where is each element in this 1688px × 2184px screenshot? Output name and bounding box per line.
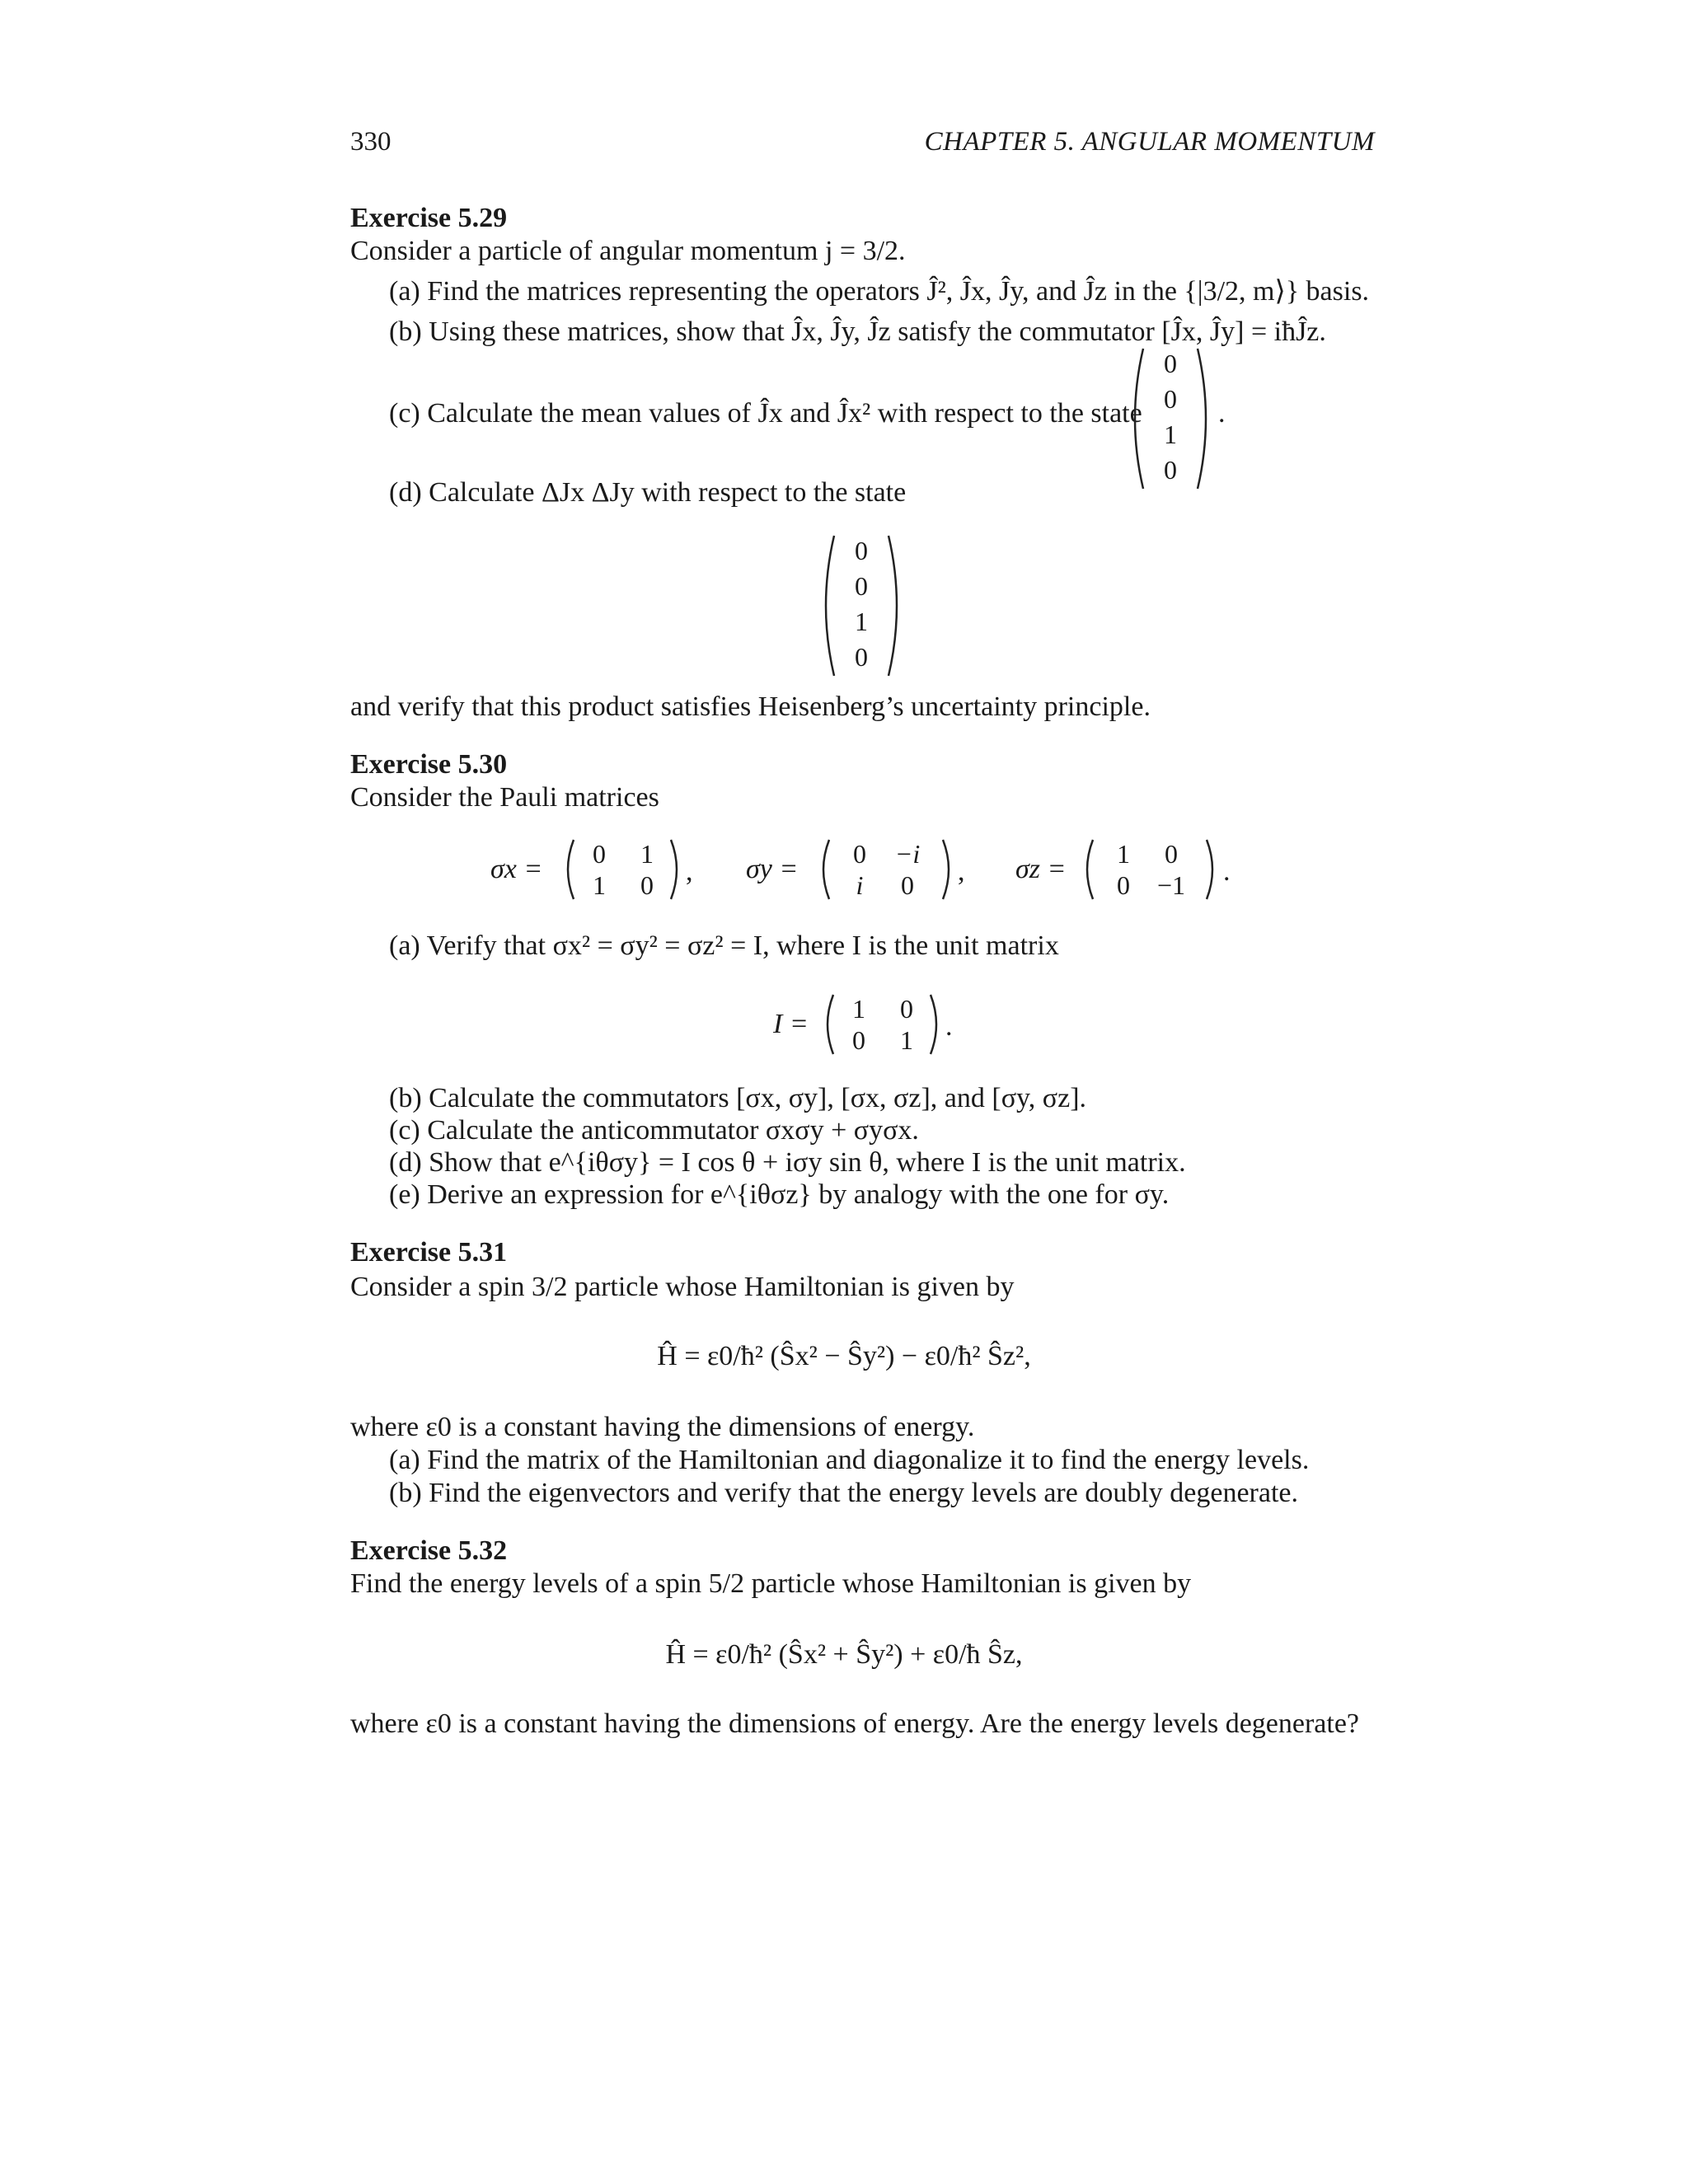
exercise-5-29-part-d: (d) Calculate ΔJx ΔJy with respect to the state (389, 477, 907, 508)
page-number: 330 (350, 127, 392, 157)
exercise-5-30-part-a: (a) Verify that σx² = σy² = σz² = I, where I is the unit matrix (389, 930, 1059, 961)
matrix-entry: 0 (593, 839, 606, 869)
exercise-5-32-intro: Find the energy levels of a spin 5/2 particle whose Hamiltonian is given by (350, 1568, 1192, 1599)
matrix-entry: 1 (852, 994, 865, 1024)
vector-entry: 0 (855, 536, 868, 565)
exercise-5-31-part-b: (b) Find the eigenvectors and verify that the energy levels are doubly degenerate. (389, 1478, 1299, 1508)
exercise-5-29-part-a: (a) Find the matrices representing the operators Ĵ², Ĵx, Ĵy, and Ĵz in the {|3/2, m⟩} basis. (389, 276, 1370, 307)
state-vector-d (816, 532, 907, 680)
vector-entry: 0 (1164, 349, 1177, 378)
exercise-5-29-intro: Consider a particle of angular momentum j = 3/2. (350, 236, 906, 266)
matrix-entry: 1 (640, 839, 654, 869)
sigma-y-label: σy = (746, 854, 799, 884)
period: . (1223, 856, 1231, 887)
exercise-5-30-part-c: (c) Calculate the anticommutator σxσy + σyσx. (389, 1115, 919, 1146)
matrix-entry: 1 (593, 870, 606, 900)
matrix-entry: 0 (1117, 870, 1130, 900)
exercise-5-31-intro: Consider a spin 3/2 particle whose Hamiltonian is given by (350, 1272, 1015, 1302)
matrix-entry: 0 (853, 839, 866, 869)
vector-entry: 0 (855, 642, 868, 672)
comma: , (958, 856, 965, 887)
exercise-5-32-where: where ε0 is a constant having the dimensions of energy. Are the energy levels degenerate? (350, 1708, 1360, 1739)
matrix-entry: 0 (900, 994, 913, 1024)
sigma-x-matrix (560, 837, 684, 902)
sigma-z-matrix (1080, 837, 1220, 902)
exercise-5-32-hamiltonian: Ĥ = ε0/ħ² (Ŝx² + Ŝy²) + ε0/ħ Ŝz, (665, 1639, 1023, 1670)
matrix-entry: 0 (901, 870, 914, 900)
vector-entry: 1 (1164, 419, 1177, 449)
exercise-5-30-intro: Consider the Pauli matrices (350, 782, 659, 813)
vector-entry: 0 (1164, 384, 1177, 414)
matrix-entry: 1 (900, 1025, 913, 1055)
comma: , (686, 856, 693, 887)
exercise-5-29-part-c: (c) Calculate the mean values of Ĵx and Ĵx² with respect to the state (389, 398, 1142, 429)
matrix-entry: i (856, 870, 864, 900)
matrix-entry: −i (894, 839, 921, 869)
exercise-5-29-verify: and verify that this product satisfies Heisenberg’s uncertainty principle. (350, 691, 1151, 722)
matrix-entry: 0 (640, 870, 654, 900)
sigma-y-matrix (816, 837, 956, 902)
exercise-5-30-part-d: (d) Show that e^{iθσy} = I cos θ + iσy sin θ, where I is the unit matrix. (389, 1147, 1186, 1178)
sigma-z-label: σz = (1015, 854, 1067, 884)
exercise-5-31-title: Exercise 5.31 (350, 1237, 508, 1268)
period: . (1218, 398, 1226, 429)
exercise-5-30-part-e: (e) Derive an expression for e^{iθσz} by analogy with the one for σy. (389, 1179, 1170, 1210)
sigma-x-label: σx = (490, 854, 543, 884)
matrix-entry: −1 (1156, 870, 1186, 900)
exercise-5-29-part-b: (b) Using these matrices, show that Ĵx, Ĵy, Ĵz satisfy the commutator [Ĵx, Ĵy] = iħĴz. (389, 316, 1326, 347)
exercise-5-31-hamiltonian: Ĥ = ε0/ħ² (Ŝx² − Ŝy²) − ε0/ħ² Ŝz², (657, 1341, 1031, 1371)
exercise-5-30-title: Exercise 5.30 (350, 749, 508, 780)
state-vector-c (1125, 344, 1216, 493)
chapter-title: CHAPTER 5. ANGULAR MOMENTUM (924, 127, 1375, 157)
period: . (945, 1011, 953, 1042)
identity-matrix (820, 991, 944, 1057)
exercise-5-29-title: Exercise 5.29 (350, 203, 508, 233)
vector-entry: 0 (1164, 455, 1177, 485)
vector-entry: 0 (855, 571, 868, 601)
exercise-5-30-part-b: (b) Calculate the commutators [σx, σy], [σx, σz], and [σy, σz]. (389, 1083, 1087, 1113)
exercise-5-31-part-a: (a) Find the matrix of the Hamiltonian and diagonalize it to find the energy levels. (389, 1445, 1310, 1475)
matrix-entry: 0 (852, 1025, 865, 1055)
exercise-5-32-title: Exercise 5.32 (350, 1535, 508, 1566)
vector-entry: 1 (855, 607, 868, 636)
exercise-5-31-where: where ε0 is a constant having the dimensions of energy. (350, 1412, 975, 1442)
identity-label: I = (773, 1009, 809, 1039)
matrix-entry: 1 (1117, 839, 1130, 869)
matrix-entry: 0 (1165, 839, 1178, 869)
